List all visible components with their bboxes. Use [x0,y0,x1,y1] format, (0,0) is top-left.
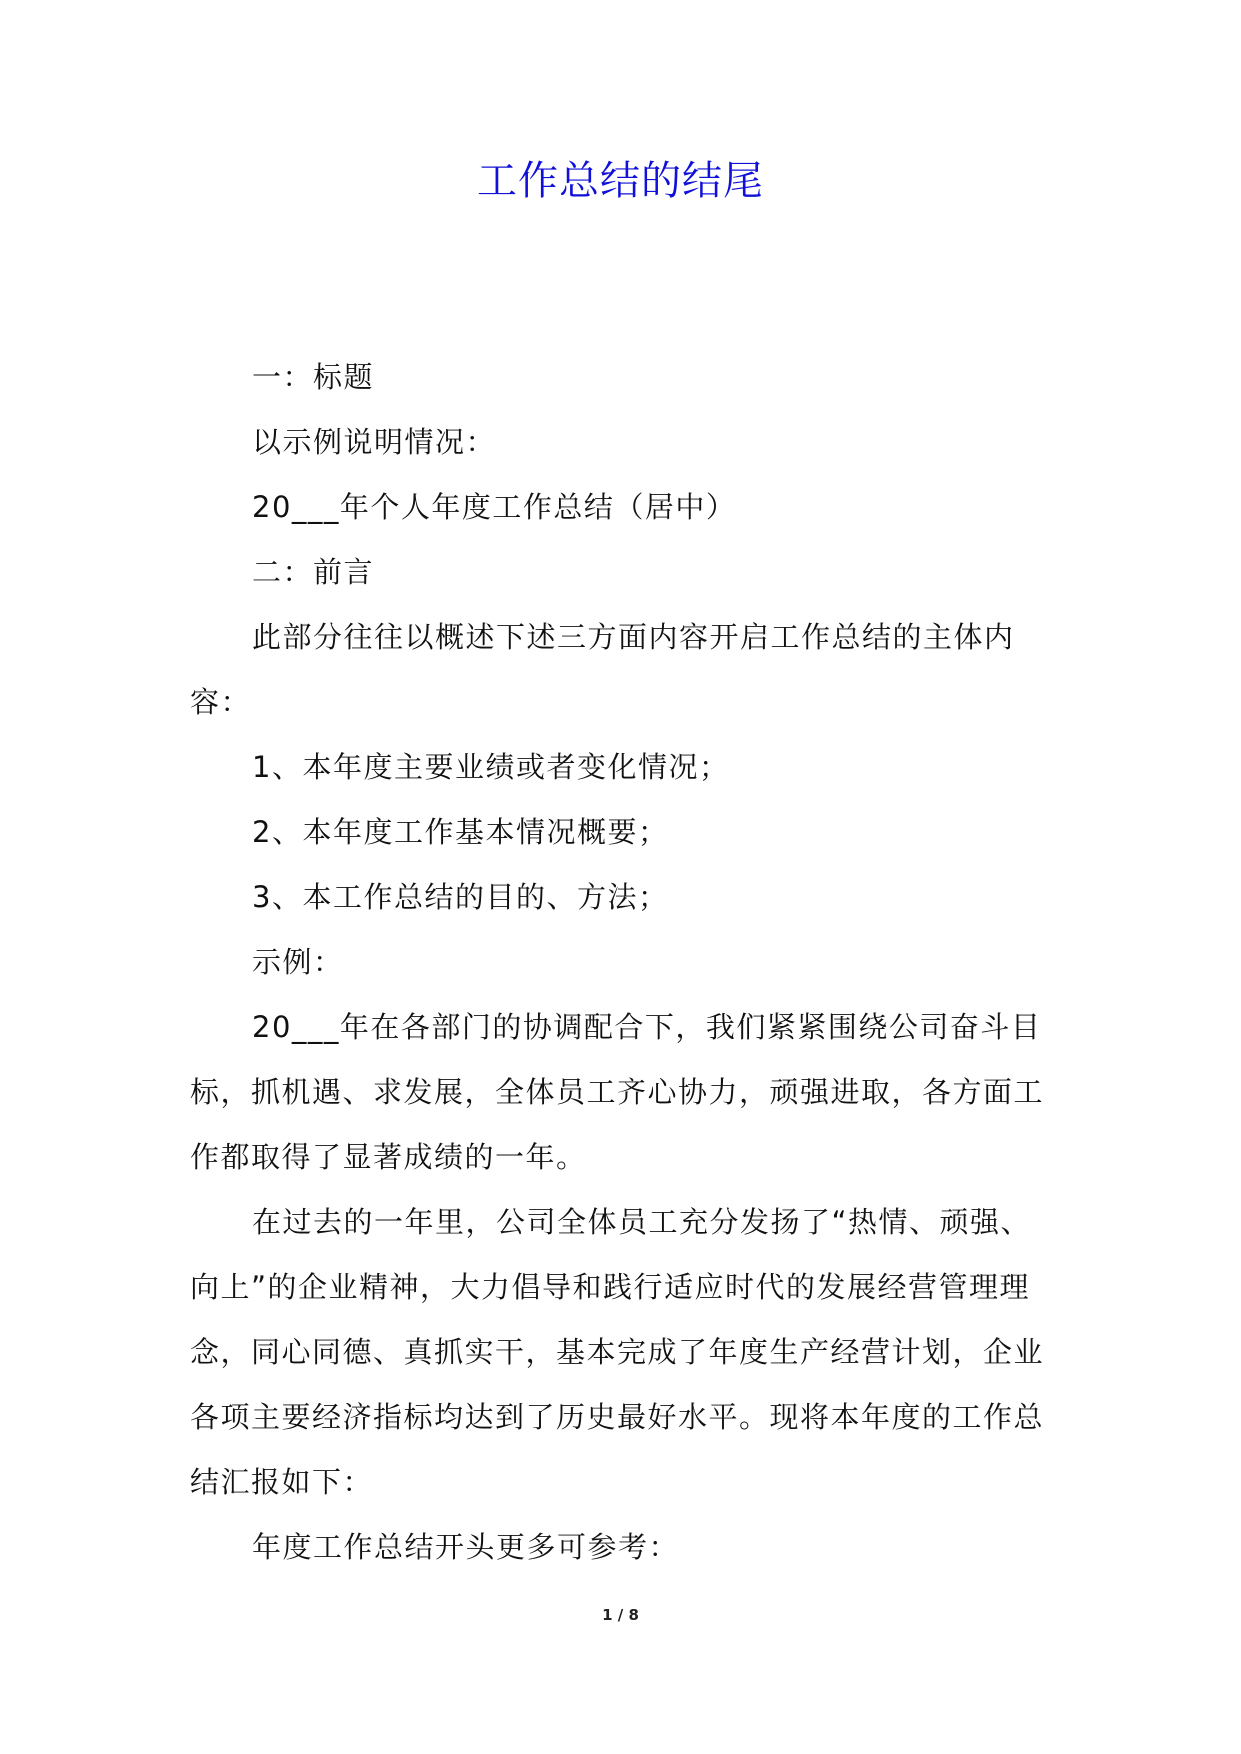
text-line: 作都取得了显著成绩的一年。 [190,1140,587,1174]
page-number: 1 / 8 [602,1606,639,1624]
text-line: 念，同心同德、真抓实干，基本完成了年度生产经营计划，企业 [190,1335,1045,1369]
text-line: 1、本年度主要业绩或者变化情况； [252,750,730,784]
text-line: 结汇报如下： [190,1465,374,1499]
text-line: 向上”的企业精神，大力倡导和践行适应时代的发展经营管理理 [190,1270,1031,1304]
text-line: 年度工作总结开头更多可参考： [252,1530,680,1564]
text-line: 此部分往往以概述下述三方面内容开启工作总结的主体内 [252,620,1015,654]
text-line: 以示例说明情况： [252,425,497,459]
document-title: 工作总结的结尾 [477,158,764,204]
text-line: 20___年个人年度工作总结（居中） [252,490,737,524]
text-line: 二：前言 [252,555,375,589]
text-line: 20___年在各部门的协调配合下，我们紧紧围绕公司奋斗目 [252,1010,1042,1044]
text-line: 一：标题 [252,360,375,394]
text-line: 各项主要经济指标均达到了历史最好水平。现将本年度的工作总 [190,1400,1045,1434]
text-line: 在过去的一年里，公司全体员工充分发扬了“热情、顽强、 [252,1205,1032,1239]
text-line: 示例： [252,945,344,979]
text-line: 2、本年度工作基本情况概要； [252,815,669,849]
text-line: 标，抓机遇、求发展，全体员工齐心协力，顽强进取，各方面工 [190,1075,1045,1109]
text-line: 3、本工作总结的目的、方法； [252,880,669,914]
text-line: 容： [190,685,252,719]
